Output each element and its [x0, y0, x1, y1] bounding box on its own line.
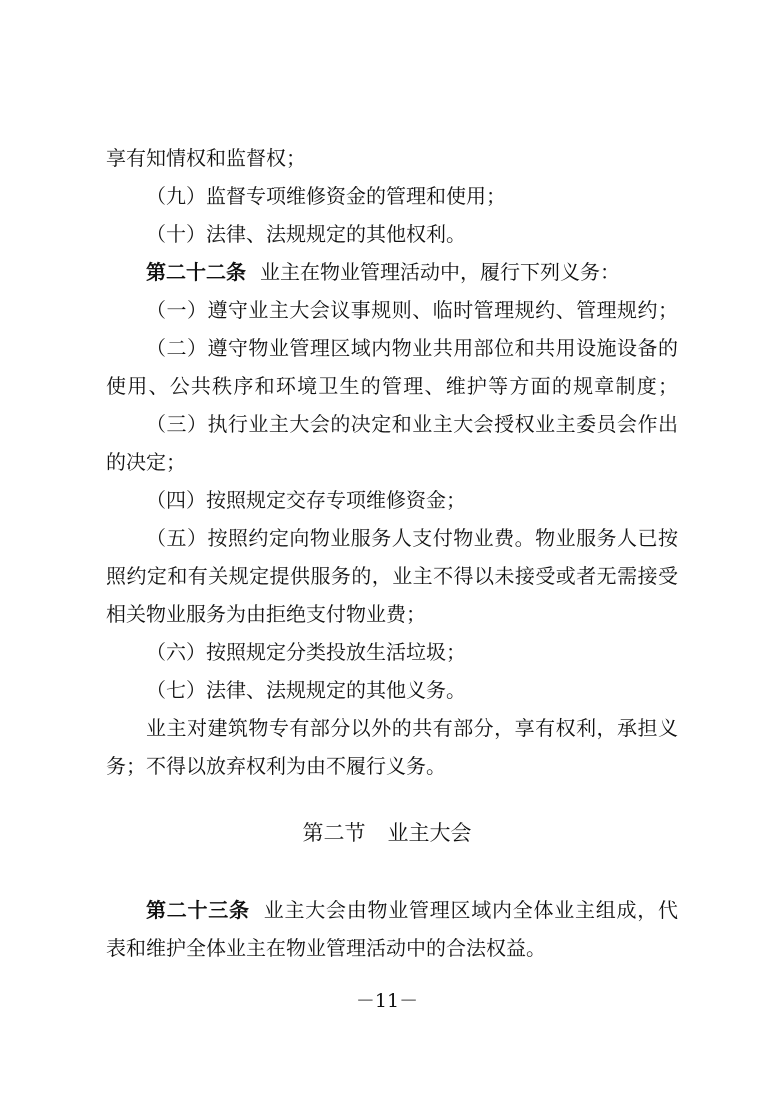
text-line: 务；不得以放弃权利为由不履行义务。	[106, 754, 446, 778]
text-line: （五）按照约定向物业服务人支付物业费。物业服务人已按	[146, 526, 678, 550]
text-line: 享有知情权和监督权；	[106, 146, 306, 170]
text-line: （三）执行业主大会的决定和业主大会授权业主委员会作出	[146, 412, 678, 436]
text-line: （二）遵守物业管理区域内物业共用部位和共用设施设备的	[146, 336, 678, 360]
article-number: 第二十三条	[146, 898, 250, 922]
text-line: （七）法律、法规规定的其他义务。	[146, 678, 466, 702]
article-22-line	[146, 258, 678, 286]
text-line: （四）按照规定交存专项维修资金；	[146, 488, 466, 512]
page-number: －11－	[355, 990, 419, 1012]
text-line: 表和维护全体业主在物业管理活动中的合法权益。	[106, 936, 546, 960]
article-23-line	[146, 896, 678, 924]
text-line: （十）法律、法规规定的其他权利。	[146, 222, 466, 246]
article-text: 业主在物业管理活动中，履行下列义务：	[260, 260, 620, 284]
text-line: （九）监督专项维修资金的管理和使用；	[146, 184, 506, 208]
article-text: 业主大会由物业管理区域内全体业主组成，代	[263, 898, 678, 922]
section-heading	[0, 818, 774, 848]
text-line: 相关物业服务为由拒绝支付物业费；	[106, 602, 426, 626]
text-line: 业主对建筑物专有部分以外的共有部分，享有权利，承担义	[146, 716, 678, 740]
article-number: 第二十二条	[146, 260, 246, 284]
text-line: （一）遵守业主大会议事规则、临时管理规约、管理规约；	[146, 298, 678, 322]
text-line: 使用、公共秩序和环境卫生的管理、维护等方面的规章制度；	[106, 374, 678, 398]
section-number: 第二节	[302, 821, 366, 845]
text-line: 的决定；	[106, 450, 186, 474]
text-line: （六）按照规定分类投放生活垃圾；	[146, 640, 466, 664]
section-title: 业主大会	[387, 821, 472, 845]
text-line: 照约定和有关规定提供服务的，业主不得以未接受或者无需接受	[106, 564, 678, 588]
